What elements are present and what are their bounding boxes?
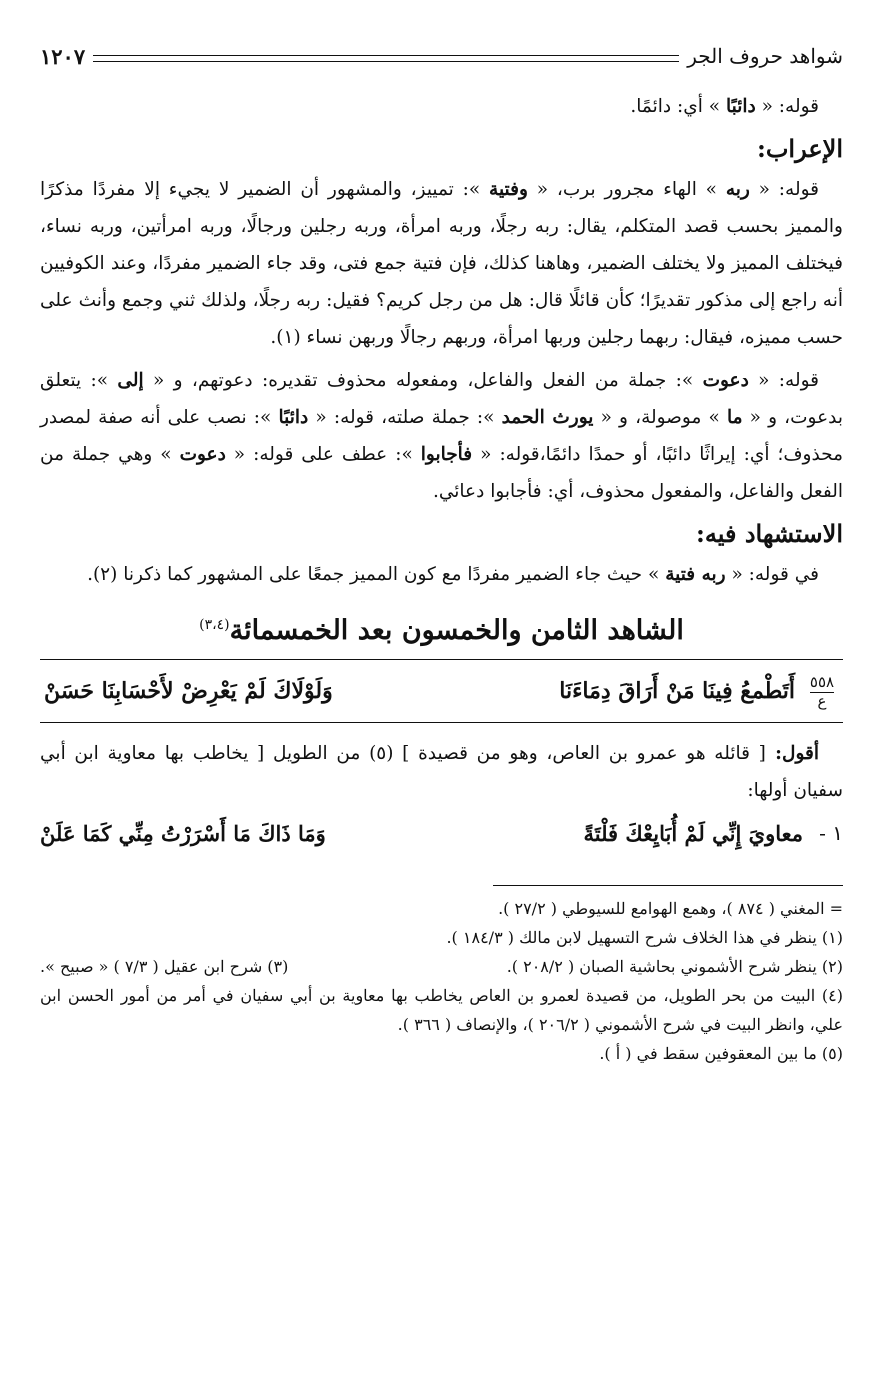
witness-footnote-ref: (٣،٤)	[199, 617, 230, 633]
section-heading-istishhad: الاستشهاد فيه:	[696, 519, 843, 548]
bold-term: دائبًا	[278, 407, 309, 428]
bold-term: ربه	[725, 179, 750, 200]
witness-number: ٥٥٨ ع	[809, 672, 835, 710]
book-page	[40, 38, 843, 1373]
bold-term: فأجابوا	[420, 444, 473, 465]
header-rule	[93, 55, 679, 62]
footnote-row-2-3	[40, 952, 843, 981]
bold-term: يورث الحمد	[501, 407, 594, 428]
bold-term: وفتية	[489, 179, 528, 200]
bold-term: ربه فتية	[665, 564, 726, 585]
section-heading-irab: الإعراب:	[756, 134, 843, 163]
verse-second-half: وَلَوْلَاكَ لَمْ يَعْرِضْ لأَحْسَابِنَا حَسَنْ	[44, 678, 333, 704]
page-number: ١٢٠٧	[40, 43, 86, 69]
paragraph-istishhad: في قوله: « ربه فتية » حيث جاء الضمير مفردًا مع كون المميز جمعًا على المشهور كما ذكرنا (٢).	[87, 564, 819, 585]
footnote-1: (١) ينظر في هذا الخلاف شرح التسهيل لابن مالك ( ١٨٤/٣ ).	[446, 928, 843, 947]
paragraph-rabbahu: قوله: « ربه » الهاء مجرور برب، « وفتية »: تمييز، والمشهور أن الضمير لا يجيء إلا مفردًا مذكرًا والمميز بحسب قصد المتكلم، يقال: ربه رجلًا، وربه امرأة، وربه رجلين ورجالًا، وربه امرأتين، وربه نساء، فيختلف المميز ولا يختلف الضمير، وهاهنا كذلك، فإن فتية جمع فتى، وقد جاء الضمير مفردًا، وعند الكوفيين أنه راجع إلى مذكور تقديرًا؛ كأن قائلًا قال: هل من رجل كريم؟ فقيل: ربه رجلًا، ولذلك ثني وجمع وأنث على حسب مميزه، فيقال: ربهما رجلين وربها امرأة، وربهم رجالًا وربهن نساء (١).	[40, 179, 843, 348]
bold-term: دعوت	[702, 370, 749, 391]
poem-line	[40, 811, 843, 855]
witness-verse	[40, 659, 843, 723]
footnote-3: (٣) شرح ابن عقيل ( ٧/٣ ) « صبيح ».	[40, 957, 289, 976]
page-header	[40, 38, 843, 74]
paragraph-daiban: قوله: « دائبًا » أي: دائمًا.	[630, 96, 819, 117]
bold-term: ما	[726, 407, 743, 428]
footnote-2: (٢) ينظر شرح الأشموني بحاشية الصبان ( ٢٠٨/٢ ).	[506, 957, 843, 976]
footnote-separator	[493, 885, 843, 886]
footnote-continued: = المغني ( ٨٧٤ )، وهمع الهوامع للسيوطي ( ٢٧/٢ ).	[498, 899, 843, 918]
witness-title: الشاهد الثامن والخمسون بعد الخمسمائة$^{(٣،٤)}$	[199, 615, 684, 646]
footnote-5: (٥) ما بين المعقوفين سقط في ( أ ).	[599, 1044, 843, 1063]
verse-first-half: أَتَطْمعُ فِينَا مَنْ أَرَاقَ دِمَاءَنَا	[559, 678, 795, 704]
running-title: شواهد حروف الجر	[687, 44, 843, 68]
footnotes	[40, 894, 843, 1068]
footnote-4: (٤) البيت من بحر الطويل، من قصيدة لعمرو بن العاص يخاطب بها معاوية بن أبي سفيان في أمر من أمور الحسن ابن علي، وانظر البيت في شرح الأشموني ( ٢٠٦/٢ )، والإنصاف ( ٣٦٦ ).	[40, 986, 843, 1034]
bold-term: إلى	[117, 370, 144, 391]
poem-second-half: وَمَا ذَاكَ مَا أَسْرَرْتُ مِنِّي كَمَا عَلَنْ	[40, 820, 326, 846]
poem-line-number: ١ -	[819, 821, 843, 845]
bold-term: دعوت	[179, 444, 226, 465]
bold-term: دائبًا	[725, 96, 756, 117]
paragraph-aqul: أقول: [ قائله هو عمرو بن العاص، وهو من قصيدة ] (٥) من الطويل [ يخاطب بها معاوية ابن أبي سفيان أولها:	[40, 743, 843, 801]
poem-first-half: معاويَ إِنِّي لَمْ أُبَايِعْكَ فَلْتَةً	[583, 820, 803, 846]
paragraph-daawt: قوله: « دعوت »: جملة من الفعل والفاعل، ومفعوله محذوف تقديره: دعوتهم، و « إلى »: يتعلق بدعوت، و « ما » موصولة، و « يورث الحمد »: جملة صلته، قوله: « دائبًا »: نصب على أنه صفة لمصدر محذوف؛ أي: إيراثًا دائبًا، أو حمدًا دائمًا،قوله: « فأجابوا »: عطف على قوله: « دعوت » وهي جملة من الفعل والفاعل، والمفعول محذوف، أي: فأجابوا دعائي.	[40, 370, 844, 502]
